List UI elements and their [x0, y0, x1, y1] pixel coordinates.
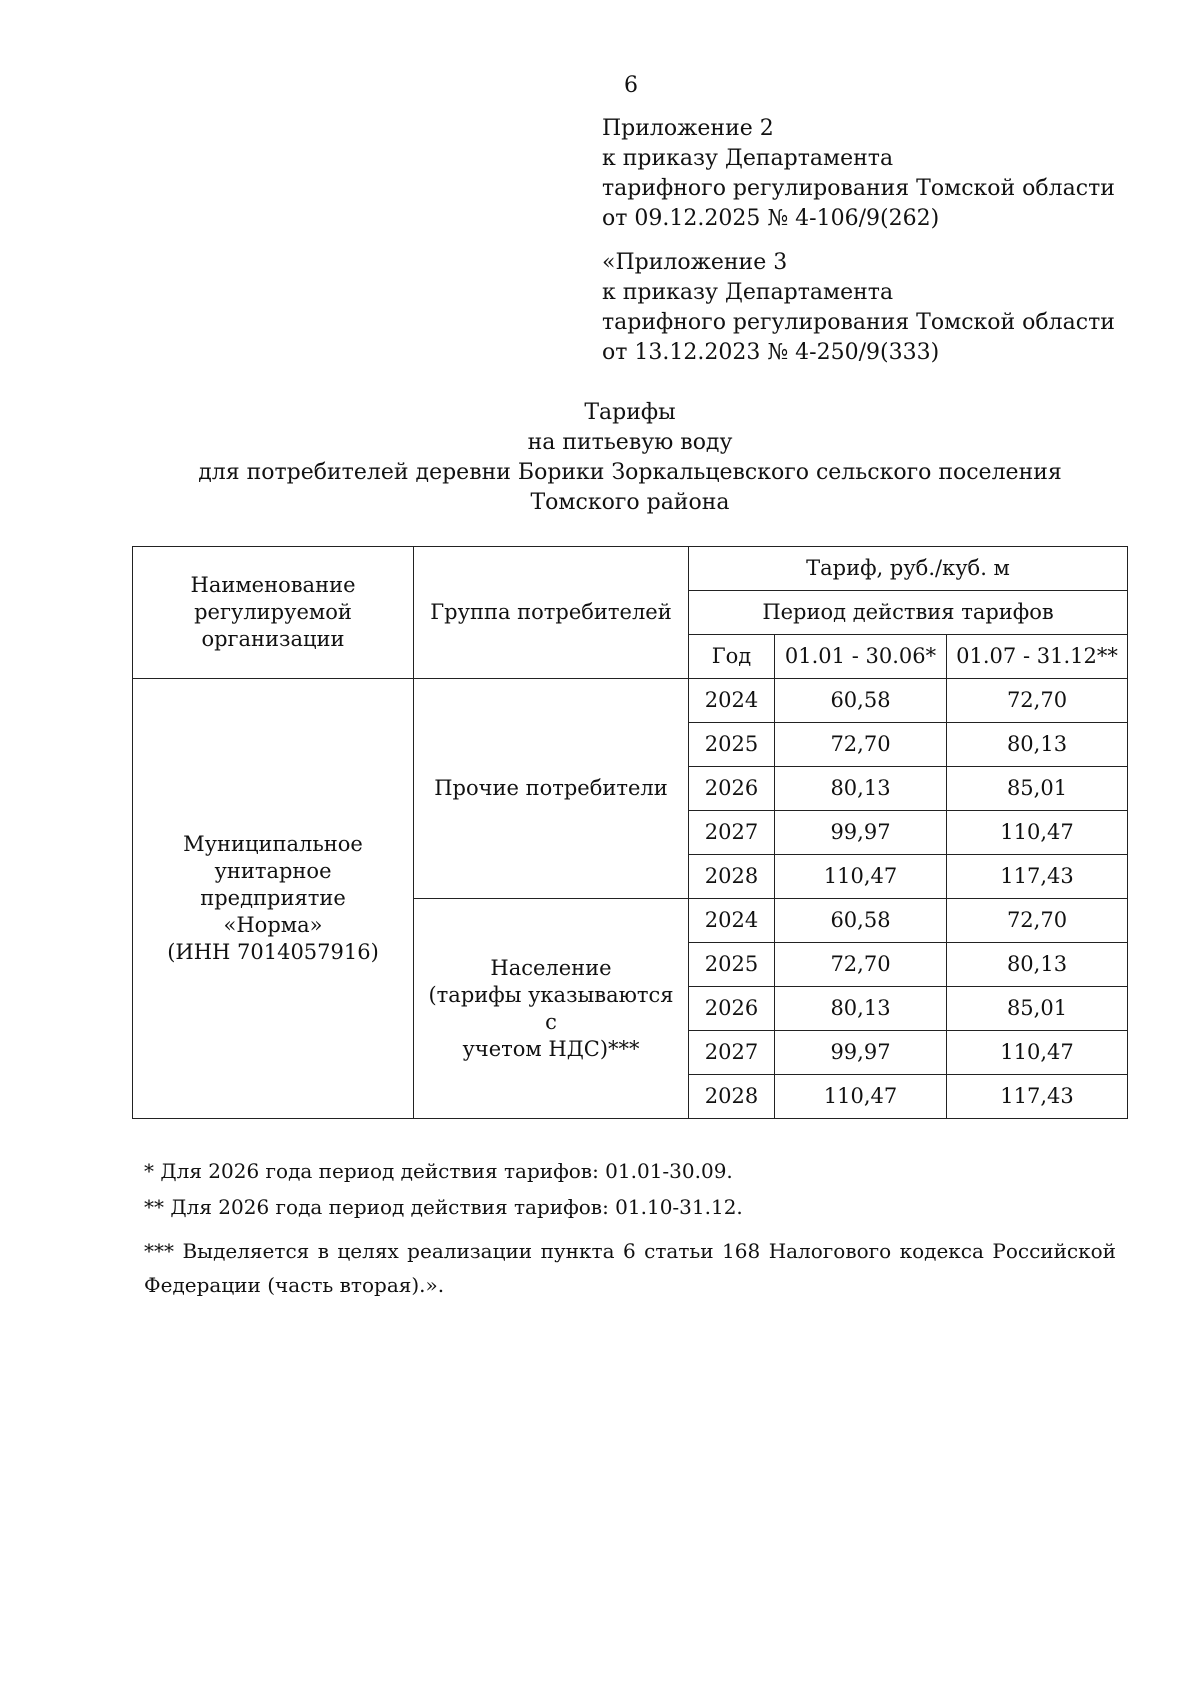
organization-line: Муниципальное — [183, 832, 363, 856]
tariff-cell: 80,13 — [947, 943, 1128, 987]
group-line: (тарифы указываются с — [428, 982, 674, 1034]
tariff-table — [132, 546, 1128, 1119]
group-line: Прочие потребители — [434, 776, 668, 800]
group-line: Население — [490, 955, 612, 980]
tariff-cell: 60,58 — [775, 679, 947, 723]
page-number: 6 — [624, 73, 638, 98]
tariff-cell: 72,70 — [775, 943, 947, 987]
tariff-cell: 72,70 — [947, 679, 1128, 723]
year-cell: 2028 — [689, 1075, 775, 1119]
organization-line: (ИНН 7014057916) — [167, 940, 379, 964]
organization-cell — [133, 679, 414, 1119]
tariff-cell: 80,13 — [947, 723, 1128, 767]
header-row — [133, 547, 1128, 591]
year-cell: 2025 — [689, 723, 775, 767]
appendix-line: тарифного регулирования Томской области — [602, 310, 1115, 335]
title-line: на питьевую воду — [527, 430, 733, 455]
appendix-line: Приложение 2 — [602, 116, 774, 141]
tariff-cell: 72,70 — [775, 723, 947, 767]
header-consumer-group: Группа потребителей — [414, 547, 689, 679]
organization-line: унитарное предприятие — [200, 859, 346, 910]
header-second-half: 01.07 - 31.12** — [947, 635, 1128, 679]
tariff-cell: 99,97 — [775, 811, 947, 855]
header-tariff: Тариф, руб./куб. м — [689, 547, 1128, 591]
footnote-2: ** Для 2026 года период действия тарифов: 01.10-31.12. — [144, 1195, 743, 1219]
tariff-cell: 110,47 — [775, 855, 947, 899]
appendix-previous-header — [602, 248, 1115, 368]
header-period: Период действия тарифов — [689, 591, 1128, 635]
tariff-cell: 85,01 — [947, 767, 1128, 811]
footnote-1: * Для 2026 года период действия тарифов: 01.01-30.09. — [144, 1159, 733, 1183]
tariff-cell: 80,13 — [775, 987, 947, 1031]
header-org-name: Наименование регулируемой организации — [133, 547, 414, 679]
appendix-line: от 13.12.2023 № 4-250/9(333) — [602, 340, 940, 365]
tariff-cell: 110,47 — [947, 1031, 1128, 1075]
title-line: для потребителей деревни Борики Зоркальцевского сельского поселения — [198, 460, 1062, 485]
year-cell: 2027 — [689, 1031, 775, 1075]
tariff-cell: 117,43 — [947, 855, 1128, 899]
tariff-cell: 110,47 — [775, 1075, 947, 1119]
organization-line: «Норма» — [223, 913, 323, 937]
appendix-line: к приказу Департамента — [602, 146, 894, 171]
document-title — [0, 398, 1200, 518]
tariff-cell: 80,13 — [775, 767, 947, 811]
header-year: Год — [689, 635, 775, 679]
group-cell-other — [414, 679, 689, 899]
year-cell: 2025 — [689, 943, 775, 987]
year-cell: 2024 — [689, 679, 775, 723]
year-cell: 2026 — [689, 987, 775, 1031]
year-cell: 2024 — [689, 899, 775, 943]
appendix-line: к приказу Департамента — [602, 280, 894, 305]
appendix-line: «Приложение 3 — [602, 250, 788, 275]
header-first-half: 01.01 - 30.06* — [775, 635, 947, 679]
tariff-cell: 99,97 — [775, 1031, 947, 1075]
appendix-line: тарифного регулирования Томской области — [602, 176, 1115, 201]
year-cell: 2028 — [689, 855, 775, 899]
tariff-cell: 110,47 — [947, 811, 1128, 855]
footnote-3: *** Выделяется в целях реализации пункта 6 статьи 168 Налогового кодекса Российской Федерации (часть вторая).». — [144, 1239, 1116, 1297]
tariff-cell: 117,43 — [947, 1075, 1128, 1119]
title-line: Тарифы — [584, 400, 676, 425]
title-line: Томского района — [530, 490, 730, 515]
tariff-cell: 72,70 — [947, 899, 1128, 943]
group-line: учетом НДС)*** — [462, 1036, 640, 1061]
year-cell: 2026 — [689, 767, 775, 811]
year-cell: 2027 — [689, 811, 775, 855]
table-row — [133, 679, 1128, 723]
tariff-cell: 85,01 — [947, 987, 1128, 1031]
appendix-line: от 09.12.2025 № 4-106/9(262) — [602, 206, 940, 231]
tariff-cell: 60,58 — [775, 899, 947, 943]
appendix-current-header — [602, 114, 1115, 234]
group-cell-population — [414, 899, 689, 1119]
